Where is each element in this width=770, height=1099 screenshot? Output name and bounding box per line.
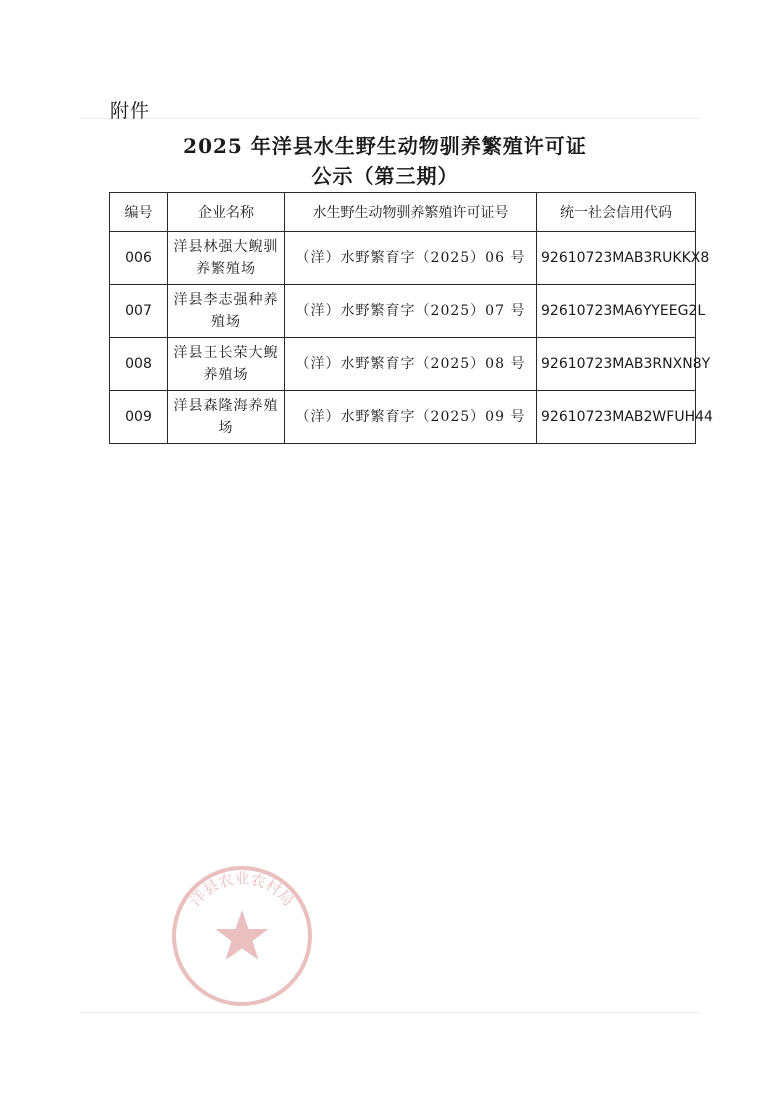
row-company: 洋县林强大鲵驯养繁殖场: [168, 232, 285, 285]
table-row: [110, 285, 696, 338]
scan-artifact: [80, 1012, 700, 1013]
table-row: [110, 338, 696, 391]
header-permit: 水生野生动物驯养繁殖许可证号: [285, 193, 537, 232]
permit-table: [109, 192, 713, 444]
seal-text-path: 洋县农业农村局: [186, 869, 298, 910]
table-row: [110, 232, 696, 285]
official-seal-icon: [168, 862, 316, 1010]
row-credit-code: 92610723MAB2WFUH44: [537, 391, 696, 444]
header-company: 企业名称: [168, 193, 285, 232]
page-title: 2025 年洋县水生野生动物驯养繁殖许可证: [183, 134, 587, 158]
seal-text: [187, 870, 298, 910]
row-credit-code: 92610723MAB3RUKKX8: [537, 232, 696, 285]
row-permit: （洋）水野繁育字（2025）06 号: [285, 232, 537, 285]
row-credit-code: 92610723MAB3RNXN8Y: [537, 338, 696, 391]
table-header-row: [110, 193, 696, 232]
seal-star: [216, 910, 269, 960]
row-permit: （洋）水野繁育字（2025）09 号: [285, 391, 537, 444]
row-company: 洋县森隆海养殖场: [168, 391, 285, 444]
header-number: 编号: [110, 193, 168, 232]
header-credit-code: 统一社会信用代码: [537, 193, 696, 232]
row-number: 006: [110, 232, 168, 285]
scan-artifact: [80, 118, 700, 119]
row-number: 008: [110, 338, 168, 391]
row-number: 007: [110, 285, 168, 338]
row-number: 009: [110, 391, 168, 444]
attachment-label: 附件: [110, 100, 151, 122]
row-permit: （洋）水野繁育字（2025）07 号: [285, 285, 537, 338]
row-credit-code: 92610723MA6YYEEG2L: [537, 285, 696, 338]
row-company: 洋县李志强种养殖场: [168, 285, 285, 338]
row-permit: （洋）水野繁育字（2025）08 号: [285, 338, 537, 391]
row-company: 洋县王长荣大鲵养殖场: [168, 338, 285, 391]
table-row: [110, 391, 696, 444]
page-subtitle: 公示（第三期）: [311, 164, 459, 188]
